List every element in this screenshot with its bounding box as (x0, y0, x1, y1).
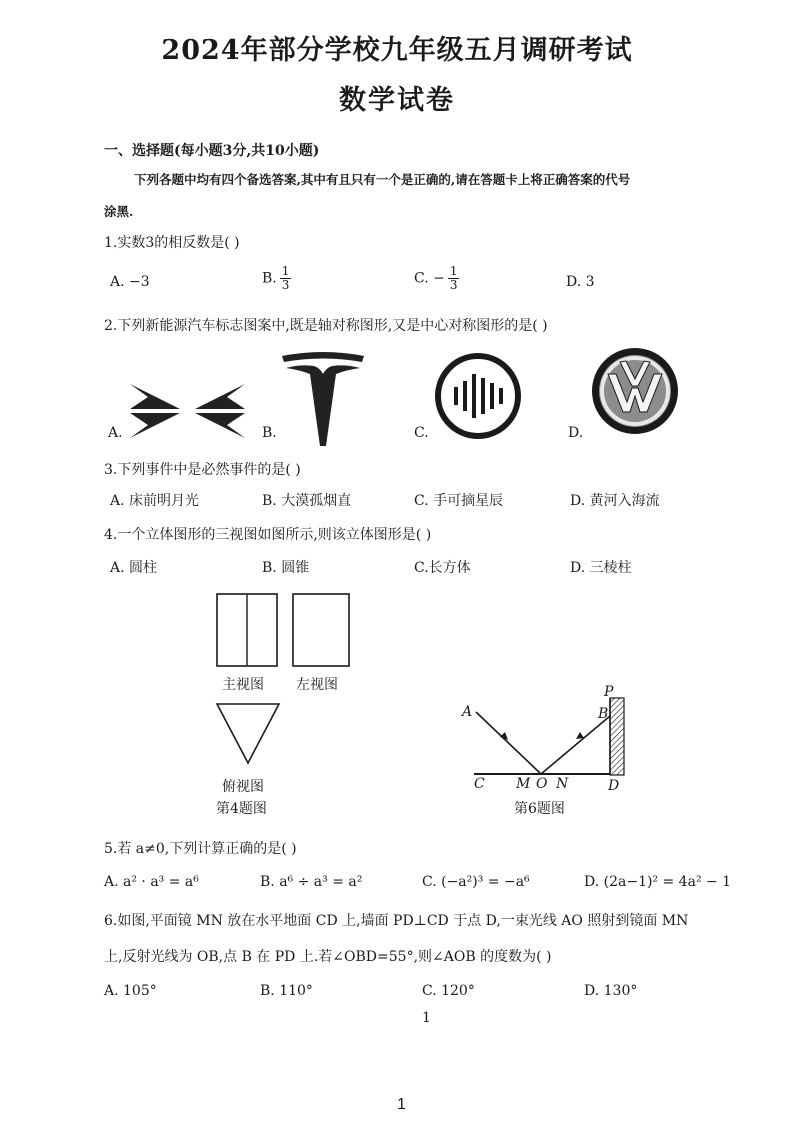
fig6-caption: 第6题图 (514, 801, 565, 817)
fig6-label-o: O (536, 776, 548, 792)
q1-c-numerator: 1 (449, 264, 458, 278)
top-view-label: 俯视图 (222, 779, 264, 795)
top-view-diagram (216, 703, 280, 765)
q6-option-d: D. 130° (584, 983, 638, 999)
q6-line-2: 上,反射光线为 OB,点 B 在 PD 上.若∠OBD=55°,则∠AOB 的度数为( ) (104, 949, 552, 965)
fig6-label-p: P (604, 684, 614, 700)
q1-option-b-fraction (280, 265, 292, 292)
page-number: 1 (397, 1096, 406, 1113)
q5-option-b: B. a⁶ ÷ a³ = a² (260, 874, 363, 890)
q5-option-d: D. (2a−1)² = 4a² − 1 (584, 874, 732, 890)
q1-c-denominator: 3 (449, 278, 458, 292)
q1-option-d: D. 3 (566, 274, 595, 290)
q2-option-c: C. (414, 425, 429, 441)
front-view-diagram (216, 593, 278, 667)
q1-b-denominator: 3 (281, 278, 290, 292)
fig6-label-m: M (516, 776, 531, 792)
q2-option-b: B. (262, 425, 277, 441)
q1-option-b (262, 265, 291, 292)
q5-option-a: A. a² · a³ = a⁶ (104, 874, 199, 890)
instruction-line-1: 下列各题中均有四个备选答案,其中有且只有一个是正确的,请在答题卡上将正确答案的代号 (134, 172, 631, 187)
q2-option-d: D. (568, 425, 584, 441)
fig6-label-b: B (598, 706, 609, 722)
q6-line-1: 6.如图,平面镜 MN 放在水平地面 CD 上,墙面 PD⊥CD 于点 D,一束光线 AO 照射到镜面 MN (104, 913, 689, 929)
q6-option-b: B. 110° (260, 983, 313, 999)
q3-stem: 3.下列事件中是必然事件的是( ) (104, 462, 301, 478)
left-view-label: 左视图 (296, 677, 338, 693)
q4-option-a: A. 圆柱 (110, 560, 158, 576)
fig6-label-c: C (474, 776, 485, 792)
q1-option-c (414, 265, 459, 292)
fig6-label-d: D (608, 778, 620, 794)
instruction-line-2: 涂黑. (104, 204, 134, 219)
q1-option-c-prefix: C. − (414, 270, 445, 287)
page-mark: 1 (422, 1010, 431, 1026)
q6-option-c: C. 120° (422, 983, 475, 999)
q1-option-b-prefix: B. (262, 270, 277, 287)
q5-stem: 5.若 a≠0,下列计算正确的是( ) (104, 841, 297, 857)
logo-a-image (130, 382, 245, 440)
q3-option-d: D. 黄河入海流 (570, 493, 660, 509)
fig6-label-a: A (462, 704, 473, 720)
fig6-diagram (458, 690, 638, 780)
section-heading: 一、选择题(每小题3分,共10小题) (104, 143, 320, 159)
q3-option-c: C. 手可摘星辰 (414, 493, 504, 509)
q1-option-c-fraction (448, 265, 460, 292)
q1-b-numerator: 1 (281, 264, 290, 278)
q3-option-b: B. 大漠孤烟直 (262, 493, 352, 509)
logo-c-image (434, 352, 522, 440)
exam-subtitle: 数学试卷 (339, 85, 455, 116)
q4-option-b: B. 圆锥 (262, 560, 310, 576)
logo-b-image (280, 352, 366, 447)
front-view-label: 主视图 (222, 677, 264, 693)
q3-option-a: A. 床前明月光 (110, 493, 200, 509)
q4-option-c: C.长方体 (414, 560, 471, 576)
fig4-caption: 第4题图 (216, 801, 267, 817)
exam-title: 2024年部分学校九年级五月调研考试 (161, 35, 633, 66)
q4-option-d: D. 三棱柱 (570, 560, 632, 576)
fig6-label-n: N (556, 776, 569, 792)
q5-option-c: C. (−a²)³ = −a⁶ (422, 874, 530, 890)
q1-option-a: A. −3 (110, 274, 150, 290)
logo-d-image (590, 346, 680, 436)
q1-stem: 1.实数3的相反数是( ) (104, 235, 240, 251)
left-view-diagram (292, 593, 350, 667)
q2-option-a: A. (108, 425, 123, 441)
q6-option-a: A. 105° (104, 983, 157, 999)
q4-stem: 4.一个立体图形的三视图如图所示,则该立体图形是( ) (104, 527, 432, 543)
q2-stem: 2.下列新能源汽车标志图案中,既是轴对称图形,又是中心对称图形的是( ) (104, 318, 548, 334)
